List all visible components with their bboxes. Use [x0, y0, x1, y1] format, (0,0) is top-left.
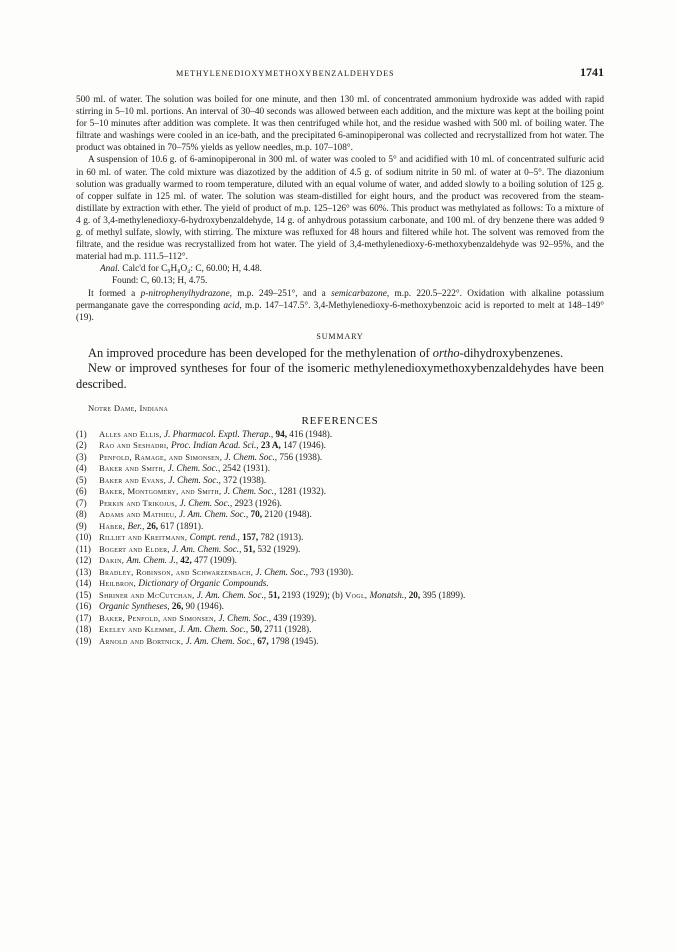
reference-authors: Dakin,	[99, 555, 125, 566]
reference-pages: 2193 (1929); (b)	[282, 589, 343, 600]
reference-volume: 20,	[408, 589, 421, 600]
reference-journal: Monatsh.,	[369, 589, 407, 600]
reference-pages: 372 (1938).	[223, 474, 267, 485]
reference-journal: J. Chem. Soc.,	[218, 612, 272, 623]
compound-semicarbazone: semicarbazone	[331, 288, 387, 299]
reference-pages: 2923 (1926).	[234, 497, 282, 508]
summary-heading: SUMMARY	[316, 331, 364, 341]
reference-volume: 157,	[242, 532, 259, 543]
reference-journal: Am. Chem. J.,	[126, 555, 178, 566]
reference-number: (2)	[76, 440, 87, 451]
reference-number: (19)	[76, 635, 92, 646]
reference-journal: Compt. rend.,	[189, 532, 240, 543]
reference-volume: 67,	[257, 635, 269, 646]
reference-authors: Adams and Mathieu,	[99, 509, 177, 520]
reference-number: (9)	[76, 520, 87, 531]
reference-pages: 439 (1939).	[273, 612, 317, 623]
text-run: , m.p. 220.5–222°. Oxidation with alkaline potassium permanganate gave the corresponding	[76, 288, 604, 311]
reference-pages: 395 (1899).	[422, 589, 466, 600]
reference-list	[76, 429, 604, 648]
reference-item	[76, 636, 604, 648]
reference-authors: Baker, Montgomery, and Smith,	[99, 486, 222, 497]
reference-authors: Alles and Ellis,	[99, 428, 162, 439]
reference-journal: J. Am. Chem. Soc.,	[179, 509, 249, 520]
reference-authors: Perkin and Trikojus,	[99, 497, 178, 508]
reference-journal: J. Chem. Soc.,	[255, 566, 309, 577]
reference-volume: 23 A,	[260, 440, 281, 451]
reference-item	[76, 567, 604, 579]
reference-item	[76, 452, 604, 464]
reference-item	[76, 578, 604, 590]
text-run: , m.p. 249–251°, and a	[229, 288, 332, 299]
reference-item	[76, 613, 604, 625]
reference-volume: 51,	[243, 543, 256, 554]
reference-pages: 1281 (1932).	[278, 486, 327, 497]
reference-item	[76, 590, 604, 602]
reference-number: (3)	[76, 451, 87, 462]
reference-authors: Penfold, Ramage, and Simonsen,	[99, 451, 223, 462]
reference-journal: J. Chem. Soc.,	[168, 474, 221, 485]
reference-number: (7)	[76, 497, 87, 508]
author-affiliation: Notre Dame, Indiana	[88, 402, 169, 413]
reference-journal: Dictionary of Organic Compounds.	[138, 578, 269, 589]
reference-journal: J. Chem. Soc.,	[224, 451, 278, 462]
reference-number: (18)	[76, 624, 92, 635]
analysis-values: Calc'd for C₉H₈O₄: C, 60.00; H, 4.48.	[122, 264, 262, 275]
reference-authors: Arnold and Bortnick,	[99, 635, 184, 646]
page-number: 1741	[580, 65, 604, 79]
reference-item	[76, 624, 604, 636]
reference-volume: 50,	[250, 624, 262, 635]
reference-pages: 1798 (1945).	[270, 635, 319, 646]
reference-pages: 782 (1913).	[260, 532, 304, 543]
paragraph-diazotization: A suspension of 10.6 g. of 6-aminopiperonal in 300 ml. of water was cooled to 5° and acidified with 10 ml. of concentrated sulfuric acid in 60 ml. of water. The cold mixture was diazotized by the addition of 4.5 g. of sodium nitrite in 50 ml. of water at 0–5°. The diazonium solution was gradually warmed to room temperature, diluted with an equal volume of water, and added slowly to a boiling solution of 125 g. of copper sulfate in 125 ml. of water. The solution was steam-distilled for eight hours, and the product was recovered from the steam-distillate by extraction with ether. The yield of product of m.p. 125–126° was 60%. This product was methylated as follows: To a mixture of 4 g. of 3,4-methylenedioxy-6-hydroxybenzaldehyde, 14 g. of anhydrous potassium carbonate, and 100 ml. of dry benzene there was added 9 g. of methyl sulfate, slowly, with stirring. The mixture was refluxed for 48 hours and filtered while hot. The solvent was removed from the filtrate, and the residue was recrystallized from hot water. The yield of 3,4-methylenedioxy-6-methoxybenzaldehyde was 92–95%, and the material had m.p. 111.5–112°.	[76, 155, 604, 263]
reference-authors: Heilbron,	[99, 578, 137, 589]
reference-journal: J. Pharmacol. Exptl. Therap.,	[164, 428, 274, 439]
reference-journal: J. Chem. Soc.,	[223, 486, 277, 497]
reference-authors: Rao and Seshadri,	[99, 440, 169, 451]
reference-number: (5)	[76, 474, 87, 485]
running-title: METHYLENEDIOXYMETHOXYBENZALDEHYDES	[176, 69, 395, 78]
reference-pages: 2542 (1931).	[222, 463, 271, 474]
reference-volume: 42,	[180, 555, 192, 566]
analysis-label: Anal.	[100, 264, 120, 275]
reference-pages: 147 (1946).	[283, 440, 326, 451]
reference-item	[76, 544, 604, 556]
reference-journal: J. Am. Chem. Soc.,	[178, 624, 249, 635]
reference-volume: 94,	[275, 428, 287, 439]
reference-volume: 70,	[250, 509, 263, 520]
reference-pages: 416 (1948).	[289, 428, 333, 439]
reference-journal: J. Am. Chem. Soc.,	[196, 589, 267, 600]
reference-number: (15)	[76, 589, 92, 600]
article-body	[76, 94, 604, 647]
reference-number: (6)	[76, 486, 87, 497]
reference-volume: 26,	[146, 520, 159, 531]
paragraph-aminopiperonal: 500 ml. of water. The solution was boiled for one minute, and then 130 ml. of concentrated ammonium hydroxide was added with rapid stirring in 5–10 ml. portions. An interval of 30–40 seconds was allowed between each addition, and the mixture was kept at the boiling point for 5–10 minutes after addition was complete. It was then centrifuged while hot, and the residue washed with 500 ml. of boiling water. The filtrate and washings were cooled in an ice-bath, and the precipitated 6-aminopiperonal was collected and recrystallized from hot water. The product was obtained in 70–75% yields as yellow needles, m.p. 107–108°.	[76, 95, 604, 154]
reference-journal: Proc. Indian Acad. Sci.,	[171, 440, 259, 451]
reference-number: (8)	[76, 509, 87, 520]
reference-authors: Baker, Penfold, and Simonsen,	[99, 612, 217, 623]
reference-item	[76, 486, 604, 498]
reference-item	[76, 498, 604, 510]
reference-item	[76, 601, 604, 613]
text-run-italic: ortho	[432, 345, 460, 360]
reference-number: (4)	[76, 463, 87, 474]
reference-pages: 2711 (1928).	[264, 624, 312, 635]
reference-authors: Shriner and McCutchan,	[99, 589, 195, 600]
summary-point-1	[76, 346, 604, 362]
reference-pages: 477 (1909).	[194, 555, 237, 566]
reference-journal: J. Chem. Soc.,	[167, 463, 221, 474]
reference-authors: Vogl,	[345, 589, 368, 600]
reference-volume: 51,	[268, 589, 280, 600]
reference-journal: J. Chem. Soc.,	[179, 497, 233, 508]
reference-authors: Ekeley and Klemme,	[99, 624, 177, 635]
reference-item	[76, 532, 604, 544]
reference-pages: 532 (1929).	[257, 543, 301, 554]
summary-point-2: New or improved syntheses for four of the isomeric methylenedioxymethoxybenzaldehydes have been described.	[76, 361, 604, 392]
analysis-calculated	[76, 263, 604, 275]
compound-acid: acid	[223, 300, 240, 311]
reference-pages: 756 (1938).	[279, 451, 323, 462]
reference-number: (10)	[76, 532, 92, 543]
reference-authors: Haber,	[99, 520, 126, 531]
reference-item	[76, 463, 604, 475]
reference-journal: J. Am. Chem. Soc.,	[172, 543, 242, 554]
text-run: , m.p. 147–147.5°. 3,4-Methylenedioxy-6-methoxybenzoic acid is reported to melt at 148–149° (19).	[76, 300, 604, 323]
compound-hydrazone: p-nitrophenylhydrazone	[140, 288, 230, 299]
reference-item	[76, 475, 604, 487]
analysis-found: Found: C, 60.13; H, 4.75.	[112, 276, 208, 287]
reference-pages: 617 (1891).	[160, 520, 204, 531]
reference-item	[76, 440, 604, 452]
reference-item	[76, 509, 604, 521]
reference-authors: Bradley, Robinson, and Schwarzenbach,	[99, 566, 254, 577]
reference-number: (1)	[76, 428, 87, 439]
reference-journal: Organic Syntheses,	[99, 601, 170, 612]
reference-pages: 2120 (1948).	[264, 509, 312, 520]
references-heading: REFERENCES	[301, 414, 379, 427]
text-run: It formed a	[88, 288, 141, 299]
reference-number: (13)	[76, 566, 92, 577]
reference-journal: Ber.,	[127, 520, 145, 531]
reference-authors: Baker and Evans,	[99, 474, 167, 485]
reference-item	[76, 429, 604, 441]
paragraph-derivatives	[76, 288, 604, 324]
reference-item	[76, 521, 604, 533]
text-run: An improved procedure has been developed for the methylenation of	[88, 345, 433, 360]
reference-number: (16)	[76, 601, 92, 612]
reference-number: (12)	[76, 555, 92, 566]
reference-pages: 793 (1930).	[310, 566, 354, 577]
text-run: -dihydroxybenzenes.	[459, 345, 564, 360]
reference-number: (14)	[76, 578, 92, 589]
reference-item	[76, 555, 604, 567]
reference-number: (11)	[76, 543, 91, 554]
reference-authors: Baker and Smith,	[99, 463, 166, 474]
reference-authors: Bogert and Elder,	[99, 543, 170, 554]
reference-volume: 26,	[171, 601, 184, 612]
reference-journal: J. Am. Chem. Soc.,	[185, 635, 255, 646]
reference-number: (17)	[76, 612, 92, 623]
reference-authors: Rilliet and Kreitmann,	[99, 532, 188, 543]
reference-pages: 90 (1946).	[185, 601, 224, 612]
